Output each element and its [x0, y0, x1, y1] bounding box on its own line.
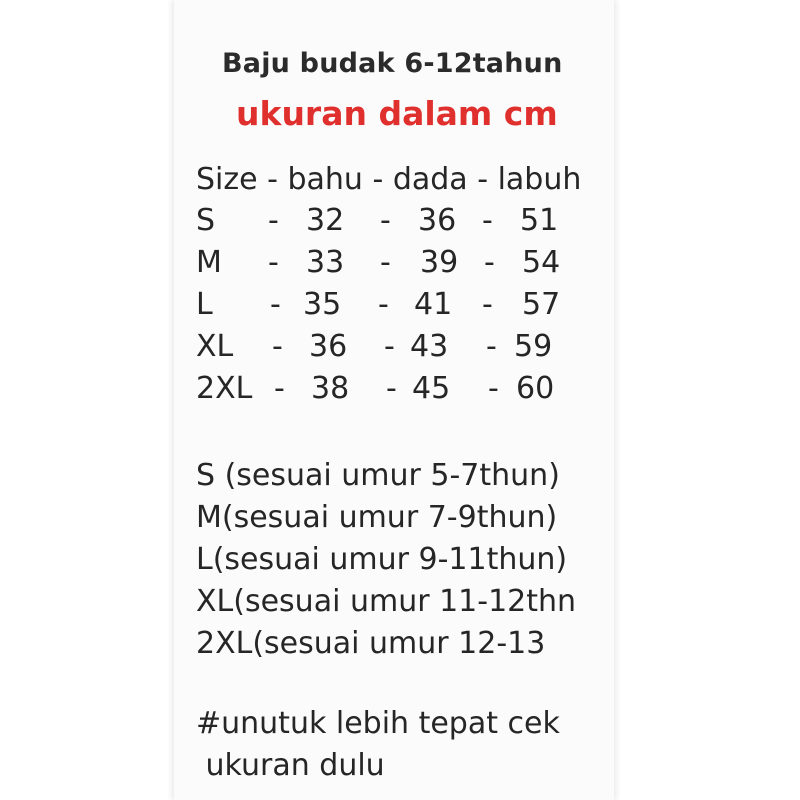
size-label: M	[196, 245, 222, 280]
bahu-value: 32	[306, 203, 345, 238]
size-label: XL	[196, 329, 234, 364]
labuh-value: 59	[514, 329, 553, 364]
dada-value: 41	[414, 287, 453, 322]
separator: -	[482, 203, 493, 238]
labuh-value: 57	[522, 287, 561, 322]
separator: -	[270, 287, 281, 322]
age-note: S (sesuai umur 5-7thun)	[196, 458, 560, 493]
separator: -	[268, 245, 279, 280]
dada-value: 43	[410, 329, 449, 364]
labuh-value: 54	[522, 245, 561, 280]
bahu-value: 38	[311, 371, 350, 406]
dada-value: 39	[420, 245, 459, 280]
dada-value: 36	[418, 203, 457, 238]
separator: -	[486, 329, 497, 364]
separator: -	[384, 329, 395, 364]
separator: -	[386, 371, 397, 406]
separator: -	[380, 203, 391, 238]
separator: -	[380, 245, 391, 280]
separator: -	[488, 371, 499, 406]
footer-line: ukuran dulu	[196, 748, 385, 783]
separator: -	[268, 203, 279, 238]
labuh-value: 60	[516, 371, 555, 406]
document-title: Baju budak 6-12tahun	[222, 48, 563, 79]
separator: -	[272, 329, 283, 364]
footer-line: #unutuk lebih tepat cek	[196, 706, 560, 741]
labuh-value: 51	[520, 203, 559, 238]
bahu-value: 33	[306, 245, 345, 280]
document-subtitle: ukuran dalam cm	[236, 94, 558, 133]
separator: -	[482, 287, 493, 322]
bahu-value: 36	[309, 329, 348, 364]
size-label: L	[196, 287, 213, 322]
age-note: L(sesuai umur 9-11thun)	[196, 542, 568, 577]
age-note: XL(sesuai umur 11-12thn	[196, 584, 577, 619]
separator: -	[378, 287, 389, 322]
separator: -	[484, 245, 495, 280]
age-note: 2XL(sesuai umur 12-13	[196, 626, 546, 661]
size-label: 2XL	[196, 371, 253, 406]
bahu-value: 35	[303, 287, 342, 322]
dada-value: 45	[412, 371, 451, 406]
age-note: M(sesuai umur 7-9thun)	[196, 500, 558, 535]
separator: -	[274, 371, 285, 406]
table-header: Size - bahu - dada - labuh	[196, 162, 582, 197]
size-label: S	[196, 203, 216, 238]
